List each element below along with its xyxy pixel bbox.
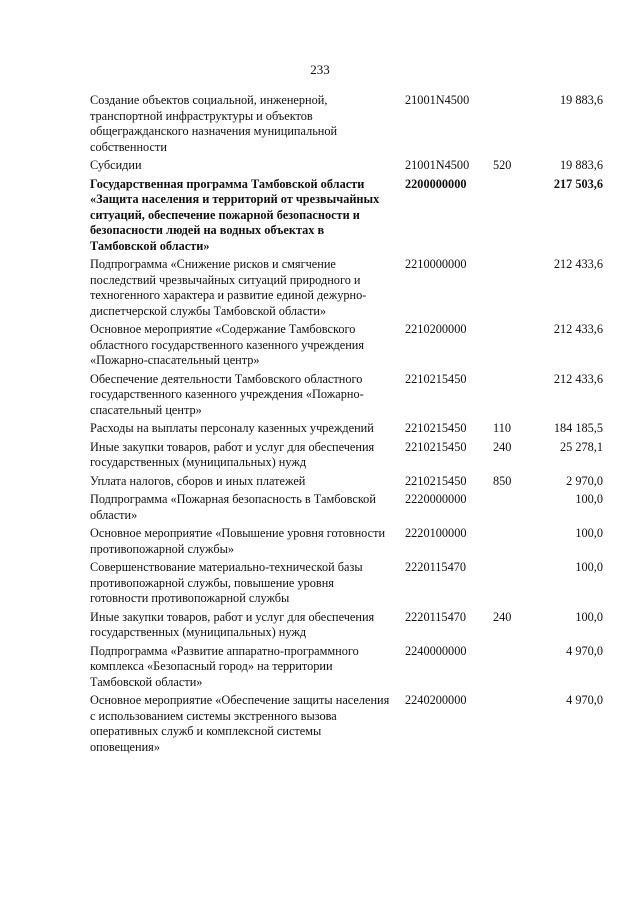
table-row [90, 93, 615, 155]
table-row [90, 644, 615, 691]
row-amount: 100,0 [575, 609, 603, 624]
row-type: 240 [493, 609, 512, 624]
row-amount: 100,0 [575, 560, 603, 574]
row-code: 2210215450 [405, 473, 467, 488]
row-name: Основное мероприятие «Обеспечение защиты населения с использованием системы экстренного вызова оперативных служб и комплексной системы оповещения» [90, 693, 390, 754]
row-type: 850 [493, 473, 512, 488]
row-name: Иные закупки товаров, работ и услуг для обеспечения государственных (муниципальных) нужд [90, 609, 375, 639]
table-row [90, 560, 615, 607]
table-row [90, 372, 615, 419]
table-row [90, 440, 615, 471]
table-row [90, 257, 615, 319]
row-name: Субсидии [90, 158, 142, 172]
row-amount: 2 970,0 [566, 473, 603, 488]
table-row [90, 421, 615, 437]
table-row [90, 177, 615, 255]
row-name: Создание объектов социальной, инженерной, транспортной инфраструктуры и объектов общегражданского назначения муниципальной собственности [90, 93, 338, 154]
table-row [90, 322, 615, 369]
row-amount: 217 503,6 [553, 176, 603, 191]
row-code: 2240200000 [405, 693, 467, 707]
row-code: 2210215450 [405, 371, 467, 386]
row-code: 2220115470 [405, 560, 467, 574]
table-row [90, 492, 615, 523]
row-type: 520 [493, 158, 512, 172]
row-amount: 212 433,6 [553, 371, 603, 386]
row-type: 110 [493, 421, 511, 435]
row-name: Уплата налогов, сборов и иных платежей [90, 473, 306, 488]
table-row [90, 158, 615, 174]
row-amount: 212 433,6 [553, 322, 603, 336]
row-name: Иные закупки товаров, работ и услуг для обеспечения государственных (муниципальных) нужд [90, 439, 375, 469]
row-name: Подпрограмма «Пожарная безопасность в Тамбовской области» [90, 492, 376, 522]
row-name: Обеспечение деятельности Тамбовского областного государственного казенного учреждения «Пожарно-спасательный центр» [90, 371, 364, 417]
row-amount: 25 278,1 [559, 439, 603, 454]
row-name: Расходы на выплаты персоналу казенных учреждений [90, 421, 374, 435]
row-code: 2220115470 [405, 609, 467, 624]
row-code: 2210215450 [405, 439, 467, 454]
row-code: 2220100000 [405, 526, 467, 540]
row-amount: 19 883,6 [559, 93, 603, 107]
row-code: 2210215450 [405, 421, 467, 435]
row-code: 2210200000 [405, 322, 467, 336]
row-amount: 184 185,5 [553, 421, 603, 435]
row-name: Подпрограмма «Развитие аппаратно-программного комплекса «Безопасный город» на территории Тамбовской области» [90, 643, 359, 689]
row-name: Основное мероприятие «Повышение уровня готовности противопожарной службы» [90, 526, 386, 556]
row-amount: 19 883,6 [559, 158, 603, 172]
row-code: 2210000000 [405, 257, 467, 271]
row-name: Подпрограмма «Снижение рисков и смягчение последствий чрезвычайных ситуаций природного и техногенного характера и развитие единой дежурно-диспетчерской службы Тамбовской области» [90, 257, 367, 318]
row-code: 2200000000 [405, 176, 467, 191]
row-amount: 100,0 [575, 492, 603, 506]
row-amount: 100,0 [575, 526, 603, 540]
table-row [90, 610, 615, 641]
page-number: 233 [310, 62, 330, 77]
table-row [90, 526, 615, 557]
row-type: 240 [493, 439, 512, 454]
row-name: Основное мероприятие «Содержание Тамбовского областного государственного казенного учреждения «Пожарно-спасательный центр» [90, 322, 365, 367]
row-amount: 4 970,0 [566, 693, 603, 707]
row-name: Совершенствование материально-технической базы противопожарной службы, повышение уровня готовности противопожарной службы [90, 560, 363, 605]
table-row [90, 474, 615, 490]
row-amount: 212 433,6 [553, 257, 603, 271]
row-code: 21001N4500 [405, 158, 470, 172]
row-name: Государственная программа Тамбовской области «Защита населения и территорий от чрезвычайных ситуаций, обеспечение пожарной безопасности и безопасности людей на водных объектах в Тамбовской области» [90, 176, 380, 253]
row-code: 2220000000 [405, 492, 467, 506]
table-row [90, 693, 615, 755]
row-code: 2240000000 [405, 643, 467, 658]
row-code: 21001N4500 [405, 93, 470, 107]
row-amount: 4 970,0 [566, 643, 603, 658]
budget-table [90, 93, 615, 758]
